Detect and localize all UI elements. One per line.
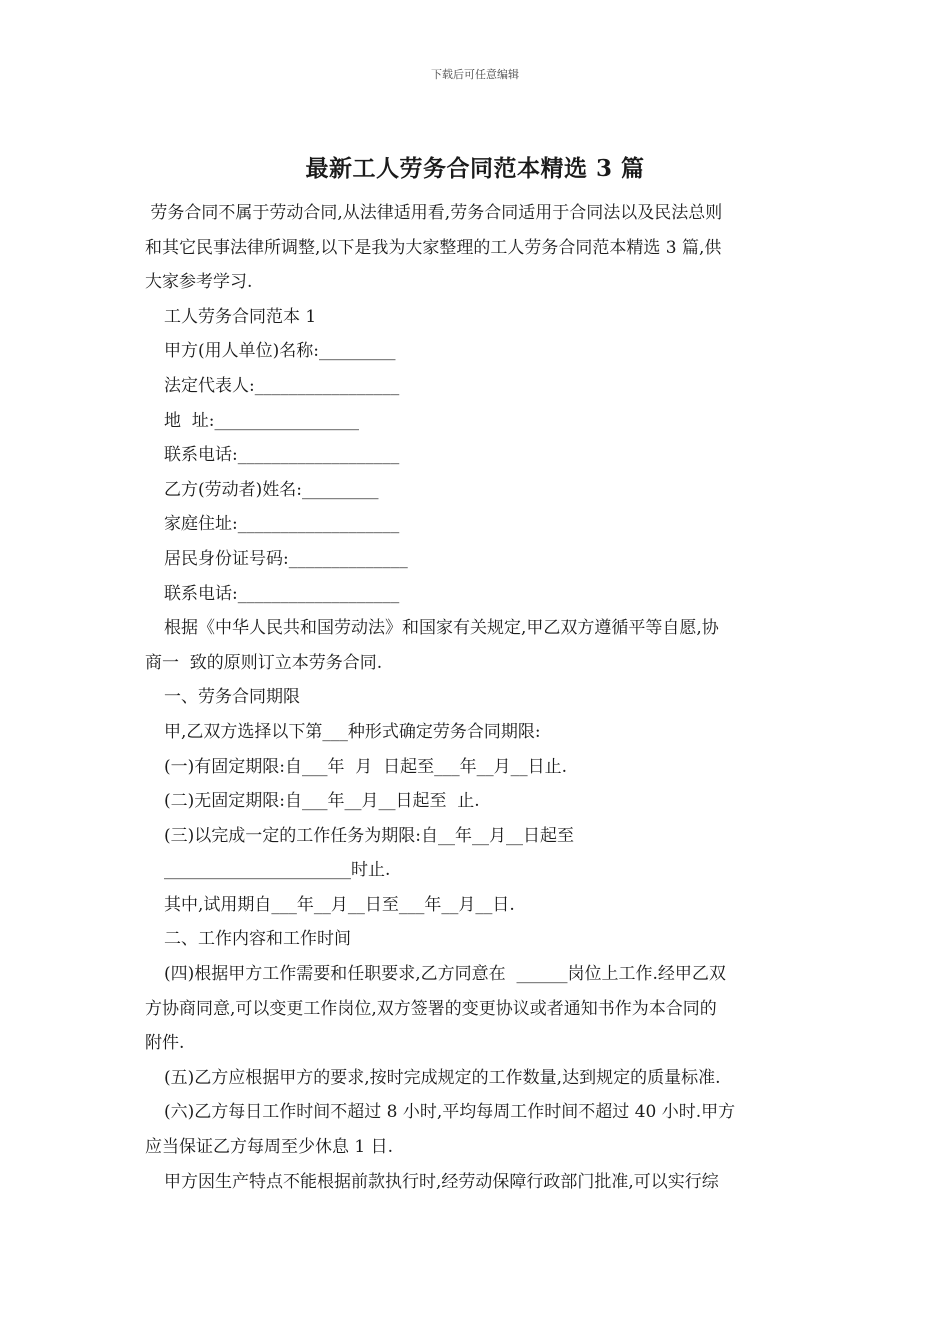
text-line: (六)乙方每日工作时间不超过 8 小时,平均每周工作时间不超过 40 小时.甲方 [164, 1102, 736, 1123]
text-line: (四)根据甲方工作需要和任职要求,乙方同意在 ______岗位上工作.经甲乙双 [164, 964, 726, 985]
text-line: (三)以完成一定的工作任务为期限:自__年__月__日起至 [164, 825, 574, 846]
text-line: (二)无固定期限:自___年__月__日起至 止. [164, 791, 480, 812]
text-line: 商一 致的原则订立本劳务合同. [145, 652, 383, 673]
text-line: 大家参考学习. [145, 272, 253, 293]
form-field-line: 居民身份证号码:______________ [164, 548, 408, 569]
header-note: 下载后可任意编辑 [431, 68, 519, 81]
text-line: 根据《中华人民共和国劳动法》和国家有关规定,甲乙双方遵循平等自愿,协 [164, 618, 719, 639]
text-line: 应当保证乙方每周至少休息 1 日. [145, 1137, 394, 1158]
form-field-line: 家庭住址:___________________ [164, 514, 400, 535]
section-heading: 一、劳务合同期限 [164, 687, 300, 708]
form-field-line: 乙方(劳动者)姓名:_________ [164, 479, 379, 500]
text-line: (五)乙方应根据甲方的要求,按时完成规定的工作数量,达到规定的质量标准. [164, 1067, 721, 1088]
text-line: 劳务合同不属于劳动合同,从法律适用看,劳务合同适用于合同法以及民法总则 [145, 203, 723, 223]
text-line: 甲方因生产特点不能根据前款执行时,经劳动保障行政部门批准,可以实行综 [164, 1171, 719, 1192]
text-line: 其中,试用期自___年__月__日至___年__月__日. [164, 894, 515, 915]
form-field-line: 法定代表人:_________________ [164, 375, 400, 396]
form-field-line: 甲方(用人单位)名称:_________ [164, 341, 396, 362]
document-body [145, 196, 810, 1199]
section-heading: 工人劳务合同范本 1 [164, 306, 317, 327]
text-line: 和其它民事法律所调整,以下是我为大家整理的工人劳务合同范本精选 3 篇,供 [145, 237, 722, 258]
text-line: ______________________时止. [164, 860, 391, 881]
form-field-line: 联系电话:___________________ [164, 583, 400, 604]
text-line: 方协商同意,可以变更工作岗位,双方签署的变更协议或者通知书作为本合同的 [145, 998, 717, 1019]
text-line: 附件. [145, 1033, 185, 1054]
text-line: (一)有固定期限:自___年 月 日起至___年__月__日止. [164, 756, 568, 777]
form-field-line: 联系电话:___________________ [164, 445, 400, 466]
form-field-line: 地 址:_________________ [164, 410, 360, 431]
document-title: 最新工人劳务合同范本精选 3 篇 [305, 155, 645, 182]
text-line: 甲,乙双方选择以下第___种形式确定劳务合同期限: [164, 721, 541, 742]
section-heading: 二、工作内容和工作时间 [164, 929, 351, 950]
